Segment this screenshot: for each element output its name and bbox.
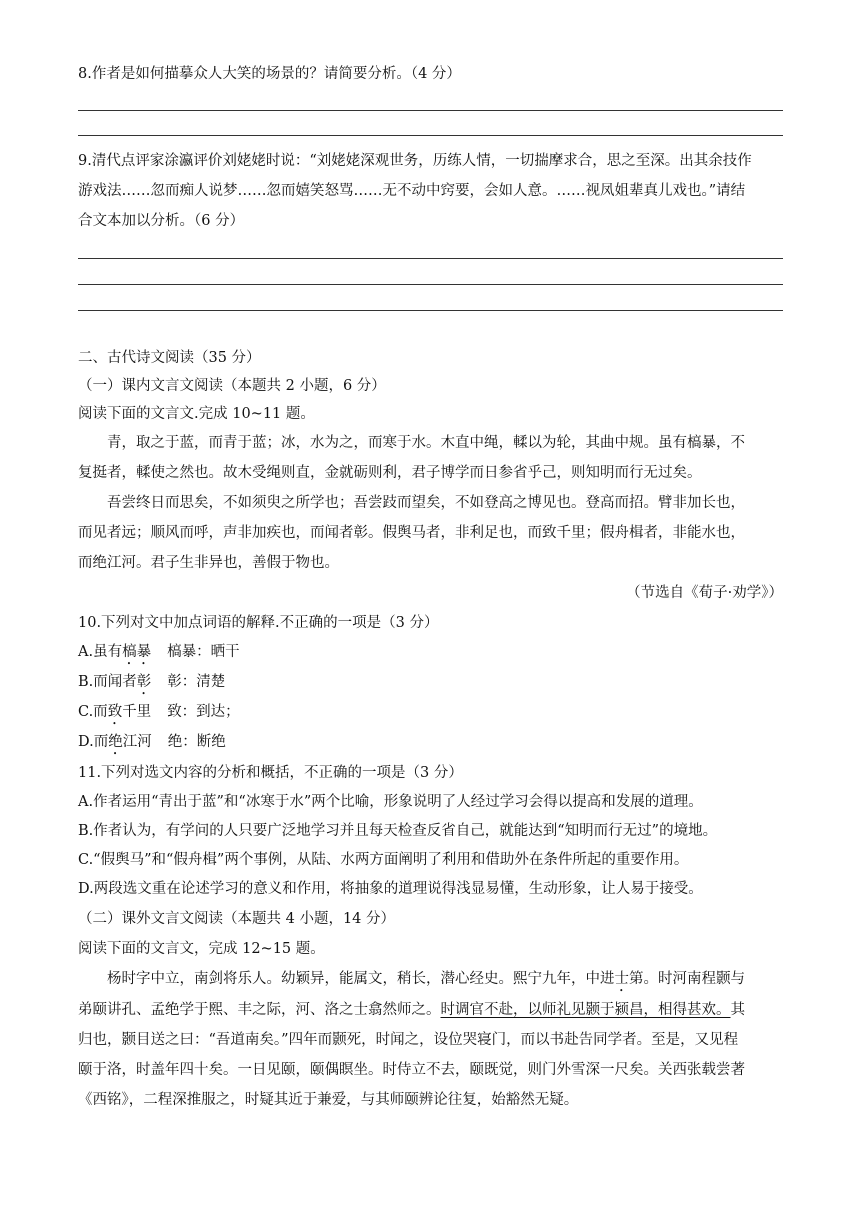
option-a[interactable]: A.虽有槁暴 槁暴：晒干: [78, 644, 240, 660]
passage-line: 杨时字中立，南剑将乐人。幼颖异，能属文，稍长，潜心经史。熙宁九年，中进士第。时河南程颢与: [107, 971, 745, 987]
question-10-options: [78, 638, 783, 758]
question-9-line: 9.清代点评家涂瀛评价刘姥姥时说：“刘姥姥深观世务，历练人情，一切揣摩求合，思之至深。出其余技作: [78, 153, 752, 169]
passage-line: 吾尝终日而思矣，不如须臾之所学也；吾尝跂而望矣，不如登高之博见也。登高而招。臂非加长也，: [107, 495, 745, 511]
part-2-title: （二）课外文言文阅读（本题共 4 小题，14 分）: [78, 911, 396, 927]
passage-1: [78, 428, 783, 608]
part-1-intro: 阅读下面的文言文.完成 10~11 题。: [78, 406, 315, 422]
passage-line: 弟颐讲孔、孟绝学于熙、丰之际，河、洛之士翕然师之。时调官不赴，以师礼见颢于颍昌，相得甚欢。其: [78, 1002, 745, 1018]
option-c[interactable]: C.而致千里 致：到达；: [78, 704, 240, 720]
question-9-line: 游戏法……忽而痴人说梦……忽而嬉笑怒骂……无不动中窍要，会如人意。……视凤姐辈真儿戏也。”请结: [78, 183, 746, 199]
passage-line: 青，取之于蓝，而青于蓝；冰，水为之，而寒于水。木直中绳，輮以为轮，其曲中规。虽有槁暴，不: [107, 435, 745, 451]
exam-page: [78, 62, 783, 1115]
question-11-stem: 11.下列对选文内容的分析和概括，不正确的一项是（3 分）: [78, 765, 463, 781]
passage-line: 而绝江河。君子生非异也，善假于物也。: [78, 555, 339, 571]
question-11-options: [78, 788, 783, 904]
option-a[interactable]: A.作者运用“青出于蓝”和“冰寒于水”两个比喻，形象说明了人经过学习会得以提高和发展的道理。: [78, 794, 703, 810]
passage-2: [78, 964, 783, 1115]
question-8: 8.作者是如何描摹众人大笑的场景的？请简要分析。（4 分）: [78, 66, 461, 82]
question-10-stem: 10.下列对文中加点词语的解释.不正确的一项是（3 分）: [78, 615, 439, 631]
question-9-line: 合文本加以分析。（6 分）: [78, 213, 245, 229]
passage-line: 《西铭》，二程深推服之，时疑其近于兼爱，与其师颐辨论往复，始豁然无疑。: [78, 1092, 579, 1108]
option-d[interactable]: D.两段选文重在论述学习的意义和作用，将抽象的道理说得浅显易懂，生动形象，让人易于接受。: [78, 881, 703, 897]
passage-line: 颐于洛，时盖年四十矣。一日见颐，颐偶瞑坐。时侍立不去，颐既觉，则门外雪深一尺矣。关西张载尝著: [78, 1062, 745, 1078]
underlined-sentence: 时调官不赴，以师礼见颢于颍昌，相得甚欢。: [440, 1002, 731, 1018]
question-9: [78, 146, 783, 236]
option-b[interactable]: B.而闻者彰 彰：清楚: [78, 674, 226, 690]
passage-source: （节选自《荀子·劝学》）: [626, 585, 783, 601]
part-1-title: （一）课内文言文阅读（本题共 2 小题，6 分）: [78, 378, 386, 394]
passage-line: 而见者远；顺风而呼，声非加疾也，而闻者彰。假舆马者，非利足也，而致千里；假舟楫者，非能水也，: [78, 525, 745, 541]
part-2-intro: 阅读下面的文言文，完成 12~15 题。: [78, 941, 325, 957]
section-2-title: 二、古代诗文阅读（35 分）: [78, 350, 261, 366]
option-c[interactable]: C.“假舆马”和“假舟楫”两个事例，从陆、水两方面阐明了利用和借助外在条件所起的重要作用。: [78, 852, 689, 868]
option-d[interactable]: D.而绝江河 绝：断绝: [78, 734, 226, 750]
option-b[interactable]: B.作者认为，有学问的人只要广泛地学习并且每天检查反省自己，就能达到“知明而行无过”的境地。: [78, 823, 718, 839]
passage-line: 复挺者，輮使之然也。故木受绳则直，金就砺则利，君子博学而日参省乎己，则知明而行无过矣。: [78, 465, 702, 481]
passage-line: 归也，颢目送之曰：“吾道南矣。”四年而颢死，时闻之，设位哭寝门，而以书赴告同学者。至是，又见程: [78, 1032, 739, 1048]
